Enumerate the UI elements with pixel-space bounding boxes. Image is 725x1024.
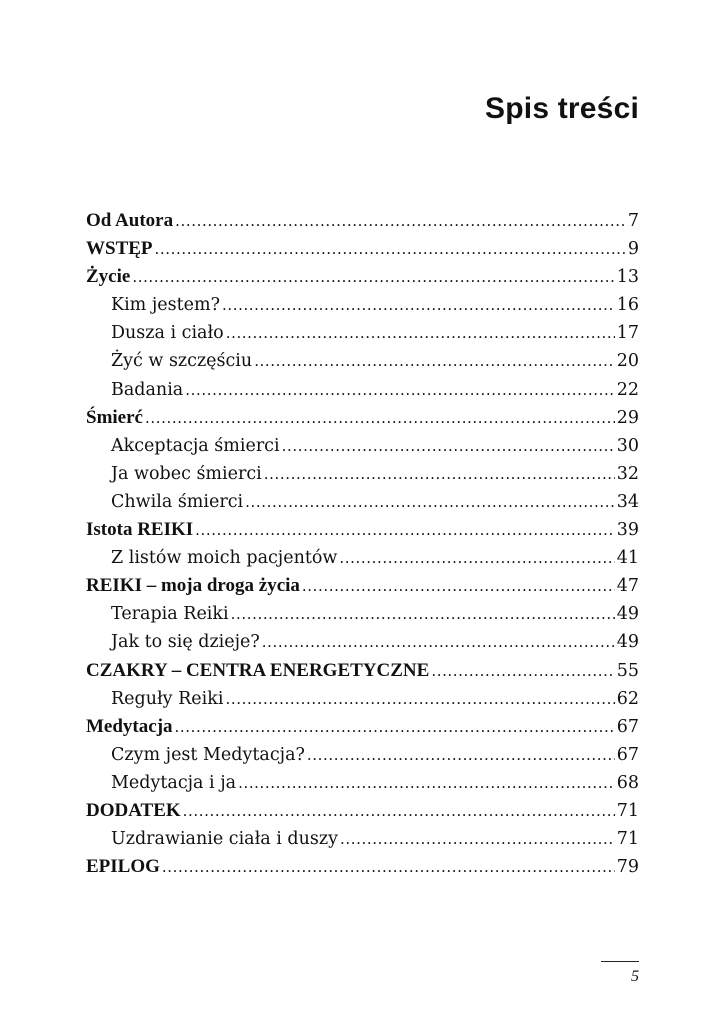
toc-entry-title: Reguły Reiki: [111, 688, 224, 709]
dot-leader: [302, 572, 615, 600]
dot-leader: [262, 628, 615, 656]
toc-chapter-entry: [86, 657, 639, 685]
dot-leader: [226, 319, 615, 347]
toc-entry-page: 67: [616, 716, 639, 737]
toc-entry-title: Ja wobec śmierci: [111, 463, 262, 484]
toc-entry-title: Chwila śmierci: [111, 491, 244, 512]
toc-entry-title: Badania: [111, 379, 184, 400]
toc-entry-page: 49: [616, 604, 639, 625]
toc-section-entry: [86, 769, 639, 797]
toc-entry-title: Jak to się dzieje?: [111, 632, 260, 653]
toc-entry-page: 29: [616, 407, 639, 428]
toc-section-entry: [86, 347, 639, 375]
toc-entry-page: 34: [616, 491, 639, 512]
toc-entry-page: 7: [627, 211, 639, 231]
toc-entry-title: DODATEK: [86, 799, 181, 821]
toc-entry-title: Uzdrawianie ciała i duszy: [111, 829, 338, 850]
dot-leader: [195, 516, 615, 544]
dot-leader: [175, 207, 626, 235]
toc-entry-page: 49: [616, 632, 639, 653]
dot-leader: [222, 291, 615, 319]
toc-entry-title: Od Autora: [86, 210, 174, 231]
dot-leader: [254, 347, 615, 375]
toc-section-entry: [86, 628, 639, 656]
toc-section-entry: [86, 825, 639, 853]
toc-entry-page: 47: [616, 576, 639, 597]
footer-rule: [601, 961, 639, 962]
toc-entry-page: 22: [616, 379, 639, 400]
toc-entry-page: 79: [616, 857, 639, 878]
toc-entry-title: Akceptacja śmierci: [111, 435, 280, 456]
toc-section-entry: [86, 600, 639, 628]
toc-entry-title: Medytacja: [86, 715, 173, 737]
toc-chapter-entry: [86, 797, 639, 825]
dot-leader: [431, 657, 614, 685]
table-of-contents: [86, 207, 639, 881]
toc-entry-title: Kim jestem?: [111, 295, 220, 316]
toc-entry-page: 32: [616, 463, 639, 484]
toc-section-entry: [86, 432, 639, 460]
dot-leader: [231, 600, 615, 628]
toc-entry-page: 17: [616, 323, 639, 344]
page-number: 5: [631, 968, 639, 985]
dot-leader: [225, 685, 614, 713]
toc-entry-page: 30: [616, 435, 639, 456]
toc-entry-page: 55: [616, 660, 639, 681]
toc-entry-title: WSTĘP: [86, 238, 153, 260]
toc-entry-title: Żyć w szczęściu: [111, 351, 253, 372]
toc-entry-title: EPILOG: [86, 856, 160, 878]
toc-section-entry: [86, 741, 639, 769]
toc-entry-page: 41: [616, 548, 639, 569]
toc-section-entry: [86, 376, 639, 404]
toc-entry-page: 71: [616, 800, 639, 821]
toc-entry-title: Dusza i ciało: [111, 323, 224, 344]
toc-section-entry: [86, 291, 639, 319]
dot-leader: [238, 769, 615, 797]
toc-entry-page: 16: [616, 295, 639, 316]
toc-section-entry: [86, 488, 639, 516]
dot-leader: [282, 432, 615, 460]
toc-entry-title: Śmierć: [86, 406, 143, 428]
dot-leader: [264, 460, 615, 488]
toc-section-entry: [86, 319, 639, 347]
toc-entry-page: 67: [616, 744, 639, 765]
toc-chapter-entry: [86, 235, 639, 263]
page-title: Spis treści: [485, 92, 639, 125]
toc-entry-page: 39: [616, 520, 639, 541]
toc-chapter-entry: [86, 263, 639, 291]
dot-leader: [185, 376, 614, 404]
dot-leader: [145, 404, 615, 432]
dot-leader: [339, 544, 614, 572]
toc-chapter-entry: [86, 404, 639, 432]
toc-entry-page: 13: [616, 267, 639, 288]
dot-leader: [340, 825, 615, 853]
toc-section-entry: [86, 685, 639, 713]
toc-entry-page: 20: [616, 351, 639, 372]
dot-leader: [155, 235, 626, 263]
toc-chapter-entry: [86, 572, 639, 600]
toc-chapter-entry: [86, 516, 639, 544]
toc-chapter-entry: [86, 207, 639, 235]
toc-entry-title: Czym jest Medytacja?: [111, 744, 305, 765]
dot-leader: [132, 263, 614, 291]
toc-entry-title: CZAKRY – CENTRA ENERGETYCZNE: [86, 659, 430, 681]
toc-section-entry: [86, 544, 639, 572]
dot-leader: [162, 853, 615, 881]
toc-entry-title: Życie: [86, 266, 131, 288]
dot-leader: [175, 713, 615, 741]
toc-entry-page: 9: [627, 239, 639, 260]
toc-entry-title: Istota REIKI: [86, 519, 194, 541]
toc-entry-page: 62: [616, 688, 639, 709]
toc-entry-title: Z listów moich pacjentów: [111, 548, 338, 569]
toc-chapter-entry: [86, 713, 639, 741]
toc-section-entry: [86, 460, 639, 488]
toc-entry-title: Terapia Reiki: [111, 604, 229, 625]
toc-entry-page: 71: [616, 829, 639, 850]
toc-entry-page: 68: [616, 772, 639, 793]
toc-chapter-entry: [86, 853, 639, 881]
toc-entry-title: Medytacja i ja: [111, 772, 237, 793]
toc-entry-title: REIKI – moja droga życia: [86, 575, 300, 597]
dot-leader: [245, 488, 615, 516]
dot-leader: [183, 797, 615, 825]
dot-leader: [307, 741, 615, 769]
